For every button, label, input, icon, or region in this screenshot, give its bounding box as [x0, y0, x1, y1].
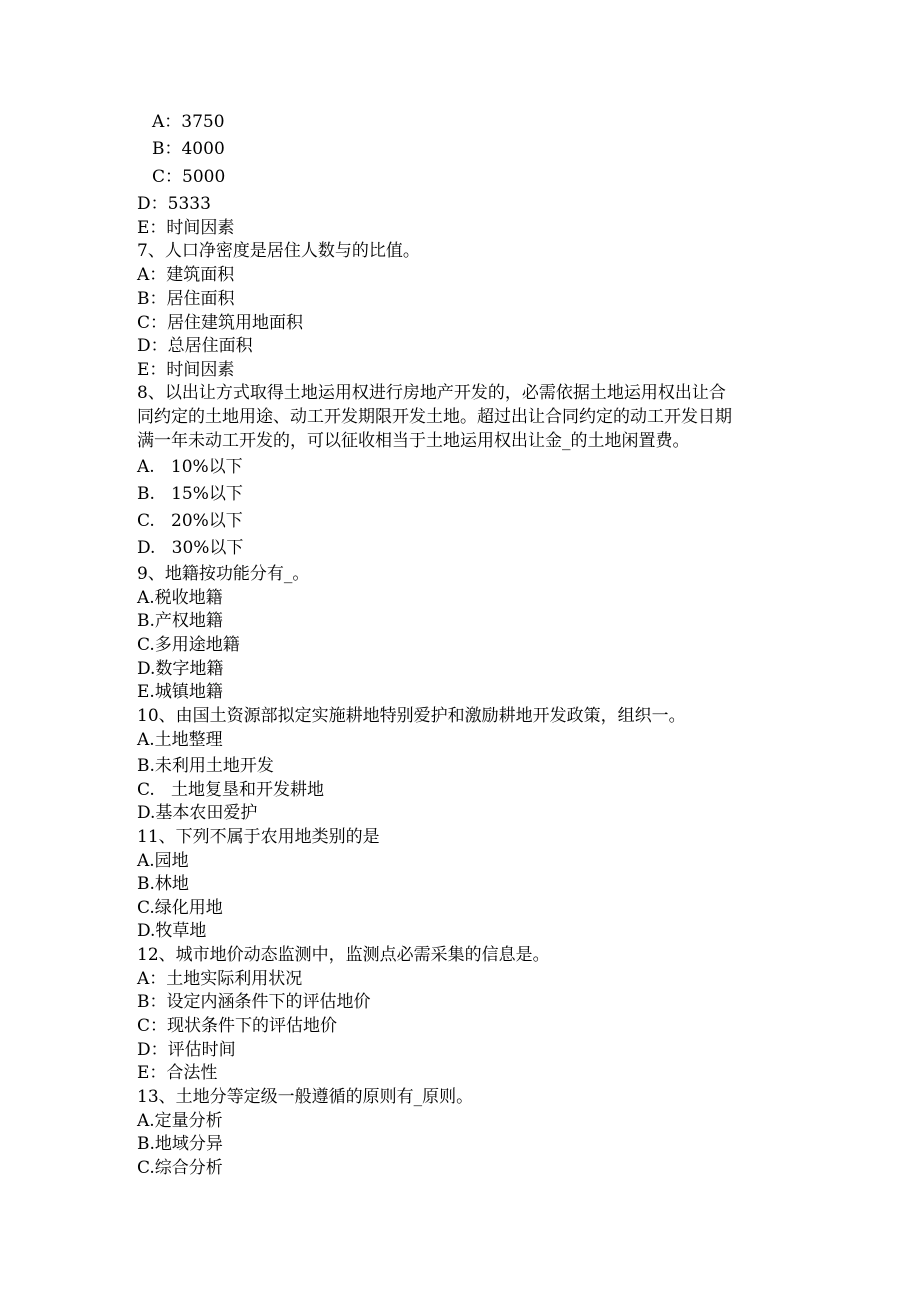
option-line: C.综合分析: [137, 1158, 223, 1178]
option-line: C：现状条件下的评估地价: [137, 1016, 338, 1036]
option-line: C：居住建筑用地面积: [137, 313, 304, 333]
option-line: E：合法性: [137, 1063, 218, 1083]
option-line: B.地域分异: [137, 1134, 223, 1154]
question-line: 13、土地分等定级一般遵循的原则有_原则。: [137, 1087, 474, 1107]
option-line: C. 20%以下: [137, 511, 243, 531]
question-line: 同约定的土地用途、动工开发期限开发土地。超过出让合同约定的动工开发日期: [137, 407, 732, 427]
option-line: D.牧草地: [137, 921, 207, 941]
option-line: B：居住面积: [137, 289, 235, 309]
option-line: B：设定内涵条件下的评估地价: [137, 992, 371, 1012]
option-line: D. 30%以下: [137, 538, 244, 558]
option-line: D：评估时间: [137, 1040, 236, 1060]
option-line: A.税收地籍: [137, 588, 223, 608]
option-line: D.数字地籍: [137, 659, 224, 679]
option-line: A：3750: [152, 112, 225, 132]
question-line: 满一年未动工开发的，可以征收相当于土地运用权出让金_的土地闲置费。: [137, 431, 690, 451]
option-line: C：5000: [152, 167, 226, 187]
option-line: E：时间因素: [137, 218, 235, 238]
question-line: 10、由国土资源部拟定实施耕地特别爱护和激励耕地开发政策，组织一。: [137, 706, 686, 726]
option-line: C. 土地复垦和开发耕地: [137, 780, 325, 800]
option-line: A. 10%以下: [137, 457, 243, 477]
option-line: D：5333: [137, 194, 211, 214]
option-line: A.定量分析: [137, 1111, 223, 1131]
option-line: D.基本农田爱护: [137, 803, 258, 823]
option-line: B：4000: [152, 139, 225, 159]
option-line: A.土地整理: [137, 730, 223, 750]
option-line: D：总居住面积: [137, 336, 253, 356]
option-line: B.林地: [137, 874, 189, 894]
question-line: 7、人口净密度是居住人数与的比值。: [137, 241, 420, 261]
question-line: 12、城市地价动态监测中，监测点必需采集的信息是。: [137, 945, 550, 965]
option-line: E：时间因素: [137, 360, 235, 380]
option-line: B. 15%以下: [137, 484, 243, 504]
option-line: E.城镇地籍: [137, 682, 223, 702]
question-line: 9、地籍按功能分有_。: [137, 564, 310, 584]
option-line: A：土地实际利用状况: [137, 969, 303, 989]
option-line: A.园地: [137, 851, 189, 871]
option-line: C.多用途地籍: [137, 635, 240, 655]
question-line: 8、以出让方式取得土地运用权进行房地产开发的，必需依据土地运用权出让合: [137, 383, 726, 403]
option-line: A：建筑面积: [137, 265, 235, 285]
option-line: B.产权地籍: [137, 611, 223, 631]
option-line: B.未利用土地开发: [137, 756, 274, 776]
question-line: 11、下列不属于农用地类别的是: [137, 827, 380, 847]
option-line: C.绿化用地: [137, 898, 223, 918]
